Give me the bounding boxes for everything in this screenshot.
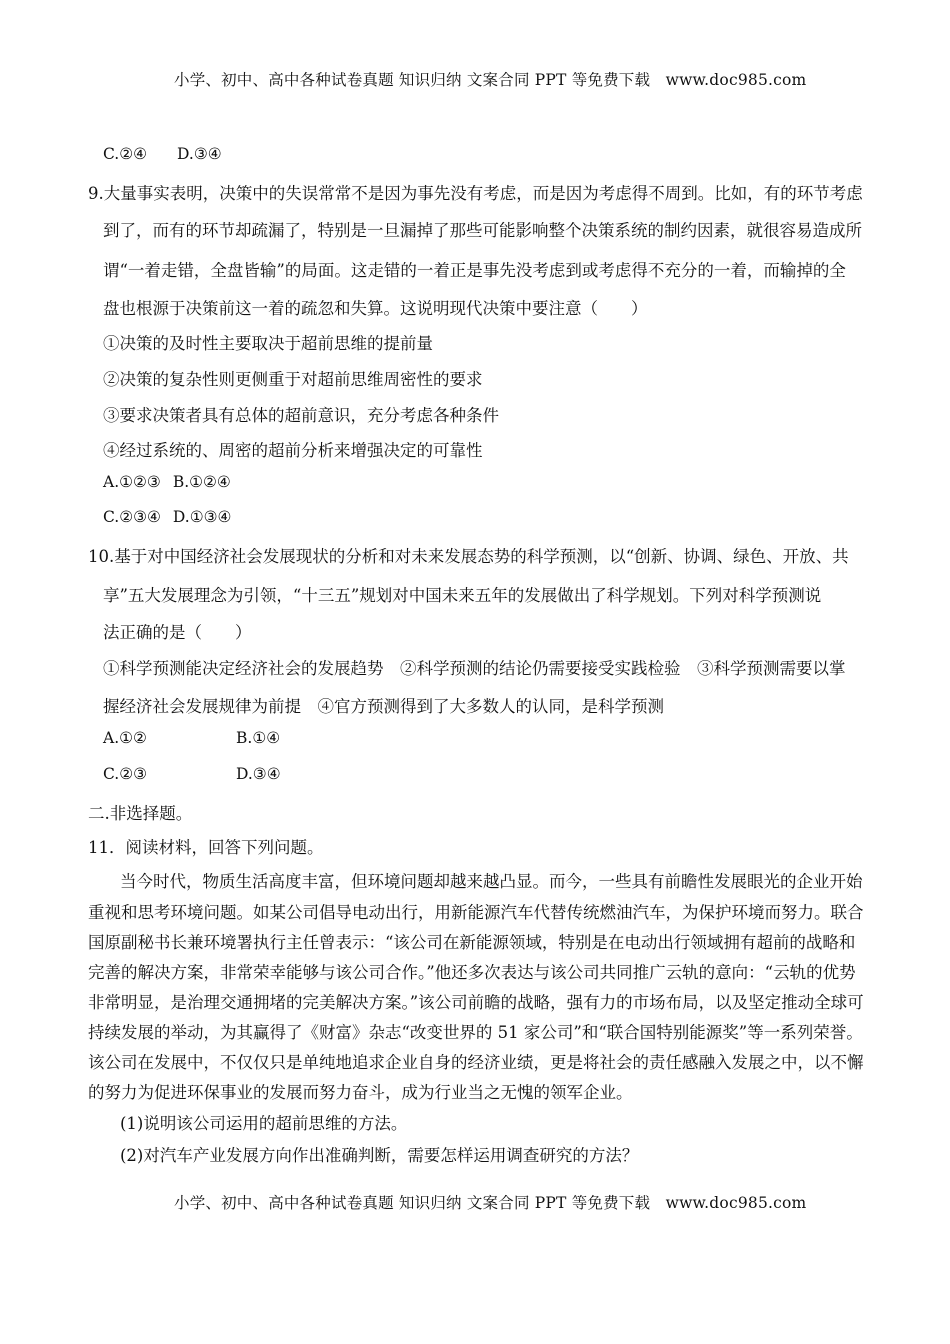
q10-line-1: 10.基于对中国经济社会发展现状的分析和对未来发展态势的科学预测，以“创新、协调、绿色、开放、共 (88, 547, 849, 566)
q10-line-4: ①科学预测能决定经济社会的发展趋势 ②科学预测的结论仍需要接受实践检验 ③科学预测需要以掌 (103, 659, 846, 678)
q11-material-line-2: 重视和思考环境问题。如某公司倡导电动出行，用新能源汽车代替传统燃油汽车，为保护环境而努力。联合 (88, 903, 864, 922)
q9-item-2: ②决策的复杂性则更侧重于对超前思维周密性的要求 (103, 370, 483, 389)
q11-sub-question-1: (1)说明该公司运用的超前思维的方法。 (120, 1114, 408, 1133)
footer-url: www.doc985.com (665, 1194, 807, 1212)
q9-line-4: 盘也根源于决策前这一着的疏忽和失算。这说明现代决策中要注意（ ） (103, 299, 648, 318)
header-text: 小学、初中、高中各种试卷真题 知识归纳 文案合同 PPT 等免费下载 (174, 71, 651, 89)
q11-material-line-6: 持续发展的举动，为其赢得了《财富》杂志“改变世界的 51 家公司”和“联合国特别能源奖”等一系列荣誉。 (88, 1023, 863, 1042)
q11-material-line-5: 非常明显，是治理交通拥堵的完美解决方案。”该公司前瞻的战略，强有力的市场布局，以及坚定推动全球可 (88, 993, 864, 1012)
q9-options-row-1 (103, 473, 231, 491)
q10-option-a: A.①② (103, 729, 147, 747)
option-c: C.②④ (103, 145, 148, 163)
page-header (174, 68, 806, 90)
q11-title: 11．阅读材料，回答下列问题。 (88, 838, 324, 857)
section-title: 二.非选择题。 (88, 804, 193, 823)
page-footer (174, 1191, 806, 1213)
q9-line-3: 谓“一着走错，全盘皆输”的局面。这走错的一着正是事先没考虑到或考虑得不充分的一着，而输掉的全 (103, 261, 846, 280)
q9-item-4: ④经过系统的、周密的超前分析来增强决定的可靠性 (103, 441, 483, 460)
q11-material-line-4: 完善的解决方案，非常荣幸能够与该公司合作。”他还多次表达与该公司共同推广云轨的意向：“云轨的优势 (88, 963, 856, 982)
q10-option-d: D.③④ (236, 765, 281, 783)
header-url: www.doc985.com (665, 71, 807, 89)
q9-item-1: ①决策的及时性主要取决于超前思维的提前量 (103, 334, 433, 353)
q11-material-line-7: 该公司在发展中，不仅仅只是单纯地追求企业自身的经济业绩，更是将社会的责任感融入发展之中，以不懈 (88, 1053, 864, 1072)
q10-line-3: 法正确的是（ ） (103, 623, 252, 642)
q10-line-2: 享”五大发展理念为引领，“十三五”规划对中国未来五年的发展做出了科学规划。下列对科学预测说 (103, 586, 822, 605)
option-d: D.①③④ (172, 508, 232, 526)
q10-option-b: B.①④ (236, 729, 281, 747)
q9-line-1: 9.大量事实表明，决策中的失误常常不是因为事先没有考虑，而是因为考虑得不周到。比如，有的环节考虑 (88, 184, 863, 203)
prev-options-row (103, 145, 222, 163)
q9-item-3: ③要求决策者具有总体的超前意识，充分考虑各种条件 (103, 406, 499, 425)
footer-text: 小学、初中、高中各种试卷真题 知识归纳 文案合同 PPT 等免费下载 (174, 1194, 651, 1212)
q11-material-line-3: 国原副秘书长兼环境署执行主任曾表示：“该公司在新能源领域，特别是在电动出行领域拥有超前的战略和 (88, 933, 856, 952)
option-c: C.②③④ (103, 508, 161, 526)
q9-line-2: 到了，而有的环节却疏漏了，特别是一旦漏掉了那些可能影响整个决策系统的制约因素，就很容易造成所 (103, 221, 862, 240)
q10-option-c: C.②③ (103, 765, 148, 783)
option-a: A.①②③ (103, 473, 161, 491)
q9-options-row-2 (103, 508, 231, 526)
q11-material-line-1: 当今时代，物质生活高度丰富，但环境问题却越来越凸显。而今，一些具有前瞻性发展眼光的企业开始 (120, 872, 863, 891)
option-d: D.③④ (177, 145, 222, 163)
option-b: B.①②④ (172, 473, 231, 491)
q10-line-5: 握经济社会发展规律为前提 ④官方预测得到了大多数人的认同，是科学预测 (103, 697, 664, 716)
q11-material-line-8: 的努力为促进环保事业的发展而努力奋斗，成为行业当之无愧的领军企业。 (88, 1083, 633, 1102)
q11-sub-question-2: (2)对汽车产业发展方向作出准确判断，需要怎样运用调查研究的方法？ (120, 1146, 639, 1165)
